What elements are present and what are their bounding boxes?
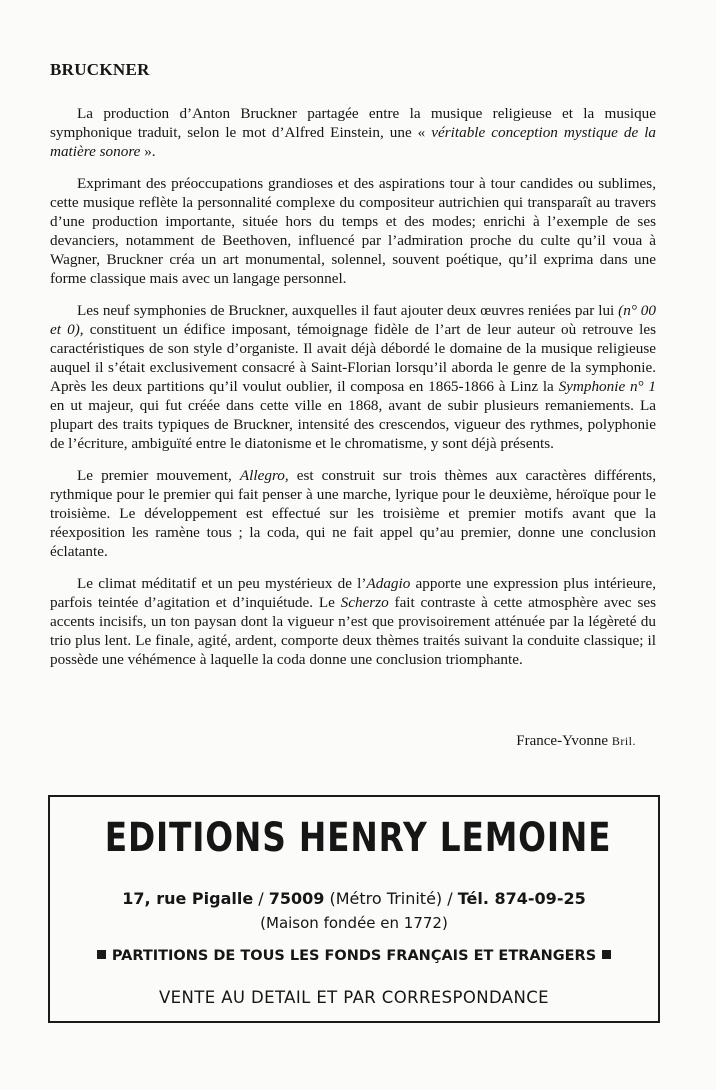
address-postal-code: 75009: [268, 889, 325, 908]
article-body: [50, 104, 656, 682]
publisher-name: EDITIONS HENRY LEMOINE: [104, 815, 612, 861]
paragraph-5-text-a: Le climat méditatif et un peu mystérieux de l’: [77, 575, 367, 592]
article-heading: BRUCKNER: [50, 60, 150, 79]
author-signature: [516, 733, 636, 750]
partitions-text: PARTITIONS DE TOUS LES FONDS FRANÇAIS ET ETRANGERS: [111, 948, 597, 964]
square-bullet-icon: [602, 950, 611, 959]
paragraph-1-quote: véritable conception mystique de la matière sonore: [50, 124, 657, 160]
paragraph-3-text-a: Les neuf symphonies de Bruckner, auxquelles il faut ajouter deux œuvres reniées par lui: [77, 302, 619, 319]
paragraph-1-end: ».: [140, 143, 156, 160]
square-bullet-icon: [97, 950, 106, 959]
address-phone: Tél. 874-09-25: [457, 889, 586, 908]
paragraph-3-text-b: constituent un édifice imposant, témoignage fidèle de l’art de leur auteur où retrouve les caractéristiques de son style d’organiste. Il avait déjà débordé le domaine de la musique religieuse auquel il s’était exclusivement consacré à Saint-Florian lorsqu’il aborda le genre de la symphonie. Après les deux partitions qu’il voulut oublier, il composa en 1865-1866 à Linz la: [50, 321, 656, 395]
paragraph-5-text-b: apporte une expression plus intérieure, parfois teintée d’agitation et d’inquiétude. Le: [50, 575, 656, 611]
paragraph-5-italic-a: Adagio: [366, 575, 411, 592]
paragraph-1: [50, 104, 656, 161]
paragraph-5-text-c: fait contraste à cette atmosphère avec ses accents incisifs, un ton paysan dont la vigueur n’est que provisoirement atténuée par la légèreté du trio plus lent. Le finale, agité, ardent, comporte deux thèmes traités suivant la conduite classique; il possède une véhémence à laquelle la coda donne une conclusion triomphante.: [50, 594, 657, 668]
paragraph-5-italic-b: Scherzo: [340, 594, 389, 611]
paragraph-4-italic: Allegro,: [239, 467, 289, 484]
paragraph-2: Exprimant des préoccupations grandioses et des aspirations tour à tour candides ou sublimes, cette musique reflète la personnalité complexe du compositeur autrichien qui transparaît au travers d’une production importante, située hors du temps et des modes; enrichi à l’exemple de ses devanciers, notamment de Beethoven, influencé par l’admiration proche du culte qu’il voua à Wagner, Bruckner créa un art monumental, solennel, souvent poétique, qu’il exprima dans une forme classique mais avec un langage personnel.: [50, 175, 656, 287]
paragraph-3-italic-b: Symphonie n° 1: [558, 378, 656, 395]
paragraph-4-text-b: est construit sur trois thèmes aux caractères différents, rythmique pour le premier qui fait penser à une marche, lyrique pour le deuxième, héroïque pour le troisième. Le développement est effectué sur les troisième et premier motifs avant que la réexposition les ramène tous ; la coda, qui ne fait appel qu’au premier, donne une conclusion éclatante.: [50, 467, 656, 560]
paragraph-3-italic-a: (n° 00 et 0),: [50, 302, 656, 338]
author-last-name: Bril.: [611, 734, 636, 748]
address-separator: /: [253, 889, 269, 908]
address-metro: (Métro Trinité): [324, 889, 448, 908]
partitions-line: [50, 948, 658, 964]
paragraph-4: [50, 466, 656, 561]
sales-line: VENTE AU DETAIL ET PAR CORRESPONDANCE: [159, 988, 549, 1007]
address-street: 17, rue Pigalle: [122, 889, 254, 908]
paragraph-5: [50, 574, 656, 669]
paragraph-3-text-c: en ut majeur, qui fut créée dans cette ville en 1868, avant de subir plusieurs remaniements. La plupart des traits typiques de Bruckner, intensité des crescendos, vigueur des rythmes, polyphonie de l’écriture, ambiguïté entre le diatonisme et le chromatisme, y sont déjà présents.: [50, 397, 656, 452]
paragraph-1-text: La production d’Anton Bruckner partagée entre la musique religieuse et la musique symphonique traduit, selon le mot d’Alfred Einstein, une «: [50, 105, 656, 141]
founded-note: (Maison fondée en 1772): [260, 914, 448, 932]
address-separator-2: /: [447, 889, 458, 908]
author-first-name: France-Yvonne: [516, 733, 612, 749]
publisher-address: [50, 889, 658, 908]
paragraph-4-text-a: Le premier mouvement,: [77, 467, 240, 484]
publisher-advert: [48, 795, 660, 1023]
paragraph-3: [50, 301, 656, 453]
